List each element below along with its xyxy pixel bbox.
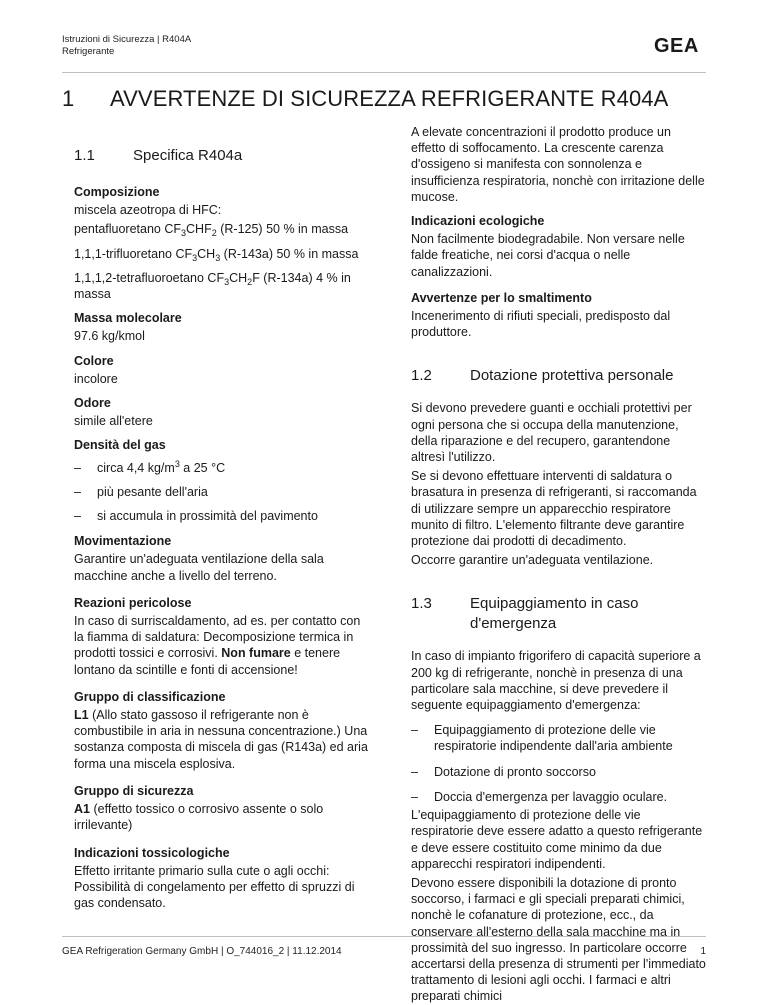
ppe-paragraph-3: Occorre garantire un'adeguata ventilazione.	[411, 553, 654, 568]
component-1: pentafluoretano $CF_3CHF_2$ (R-125) 50 % in massa	[74, 222, 349, 239]
gea-logo	[654, 35, 706, 55]
footer-text: GEA Refrigeration Germany GmbH | O_744016_2 | 11.12.2014	[62, 946, 342, 957]
odor-value: simile all'etere	[74, 414, 153, 429]
chapter-number: 1	[62, 86, 75, 111]
density-item-2: – più pesante dell'aria	[74, 484, 208, 499]
section-1-3-heading	[411, 594, 706, 634]
toxicology-text: Effetto irritante primario sulla cute o agli occhi: Possibilità di congelamento per effetto di spruzzi di gas condensato.	[74, 863, 355, 911]
composition-line: miscela azeotropa di HFC:	[74, 203, 222, 218]
page-number: 1	[700, 946, 706, 957]
color-label: Colore	[74, 353, 114, 368]
chapter-title	[62, 86, 668, 112]
ppe-paragraph-2: Se si devono effettuare interventi di saldatura o brasatura in presenza di refrigeranti, si raccomanda di utilizzare sempre un apparecchio respiratore munito di filtro. L'elemento filtrante deve garantire protezione dai prodotti di decadimento.	[411, 469, 697, 549]
classification-text: L1 (Allo stato gassoso il refrigerante non è combustibile in aria in nessuna concentrazione.) Una sostanza composta di miscela di gas (R143a) ed aria forma una miscela esplosiva.	[74, 708, 368, 771]
composition-label: Composizione	[74, 185, 160, 199]
section-number: 1.1	[74, 147, 95, 164]
emergency-paragraph-1: In caso di impianto frigorifero di capacità superiore a 200 kg di refrigerante, nonchè in presenza di una particolare sala macchine, si deve prevedere il seguente equipaggiamento d'emergenza:	[411, 649, 701, 713]
emergency-item-3: – Doccia d'emergenza per lavaggio oculare.	[411, 789, 668, 804]
color-value: incolore	[74, 371, 118, 386]
classification-label: Gruppo di classificazione	[74, 689, 226, 704]
chapter-title-text: AVVERTENZE DI SICUREZZA REFRIGERANTE R404A	[110, 86, 669, 111]
handling-text: Garantire un'adeguata ventilazione della sala macchine anche a livello del terreno.	[74, 552, 324, 583]
safety-group-label: Gruppo di sicurezza	[74, 783, 194, 798]
section-1-1-heading	[74, 146, 369, 166]
emergency-paragraph-2: L'equipaggiamento di protezione delle vie respiratorie deve essere adatto a questo refrigerante e deve essere costituito come minimo da due apparecchi respiratori indipendenti.	[411, 808, 703, 871]
asphyxiation-text: A elevate concentrazioni il prodotto produce un effetto di soffocamento. La crescente carenza d'ossigeno si manifesta con sonnolenza e insufficienza respiratoria, nonchè con irritazione delle mucose.	[411, 125, 705, 204]
header-line-2: Refrigerante	[62, 46, 115, 57]
section-1-2-heading	[411, 366, 706, 386]
emergency-item-1: – Equipaggiamento di protezione delle vie respiratorie indipendente dall'aria ambiente	[411, 723, 673, 754]
odor-label: Odore	[74, 396, 111, 411]
header-line-1: Istruzioni di Sicurezza | R404A	[62, 34, 192, 45]
safety-group-text: A1 (effetto tossico o corrosivo assente o solo irrilevante)	[74, 802, 324, 833]
header-rule	[62, 72, 706, 73]
section-title: Specifica R404a	[133, 147, 243, 164]
emergency-item-2: – Dotazione di pronto soccorso	[411, 764, 596, 779]
section-number: 1.3	[411, 595, 432, 613]
section-title: Dotazione protettiva personale	[470, 367, 674, 385]
footer-rule	[62, 936, 706, 937]
toxicology-label: Indicazioni tossicologiche	[74, 845, 230, 860]
hazardous-reactions-text: In caso di surriscaldamento, ad es. per contatto con la fiamma di saldatura: Decomposizione termica in prodotti tossici e corrosivi. Non fumare e tenere lontano da scintille e fonti di accensione!	[74, 614, 361, 677]
section-number: 1.2	[411, 367, 432, 385]
density-item-3: – si accumula in prossimità del pavimento	[74, 509, 318, 524]
ecology-text: Non facilmente biodegradabile. Non versare nelle falde freatiche, nei corsi d'acqua o nelle canalizzazioni.	[411, 232, 685, 279]
left-column	[74, 118, 369, 911]
density-item-1: – circa 4,4 $kg/m^3$ a 25 °C	[74, 458, 226, 475]
gas-density-label: Densità del gas	[74, 438, 166, 453]
component-2: 1,1,1-trifluoretano $CF_3CH_3$ (R-143a) 50 % in massa	[74, 246, 359, 263]
right-column	[411, 118, 706, 1005]
running-header	[62, 34, 191, 58]
molecular-mass-label: Massa molecolare	[74, 311, 182, 326]
disposal-label: Avvertenze per lo smaltimento	[411, 290, 592, 305]
component-3: 1,1,1,2-tetrafluoroetano $CF_3CH_2F$ (R-134a) 4 % in massa	[74, 270, 351, 302]
section-title: Equipaggiamento in caso d'emergenza	[470, 595, 639, 633]
gea-logo-text: GEA	[654, 35, 699, 55]
disposal-text: Incenerimento di rifiuti speciali, predisposto dal produttore.	[411, 309, 671, 340]
ppe-paragraph-1: Si devono prevedere guanti e occhiali protettivi per ogni persona che si occupa della manutenzione, della riparazione e del recupero, garantendone altresì l'utilizzo.	[411, 401, 692, 465]
molecular-mass-value: 97.6 kg/kmol	[74, 329, 145, 344]
emergency-paragraph-3: Devono essere disponibili la dotazione di pronto soccorso, i farmaci e gli speciali preparati chimici, nonchè le cofanature di protezione, ecc., da conservare all'esterno della sala macchine ma in prossimità del suo ingresso. In particolare occorre accertarsi della presenza di strumenti per l'immediato trattamento di lesioni agli occhi. I farmaci e altri preparati chimici	[411, 875, 706, 1004]
hazardous-reactions-label: Reazioni pericolose	[74, 595, 192, 610]
handling-label: Movimentazione	[74, 534, 172, 549]
ecology-label: Indicazioni ecologiche	[411, 214, 545, 229]
